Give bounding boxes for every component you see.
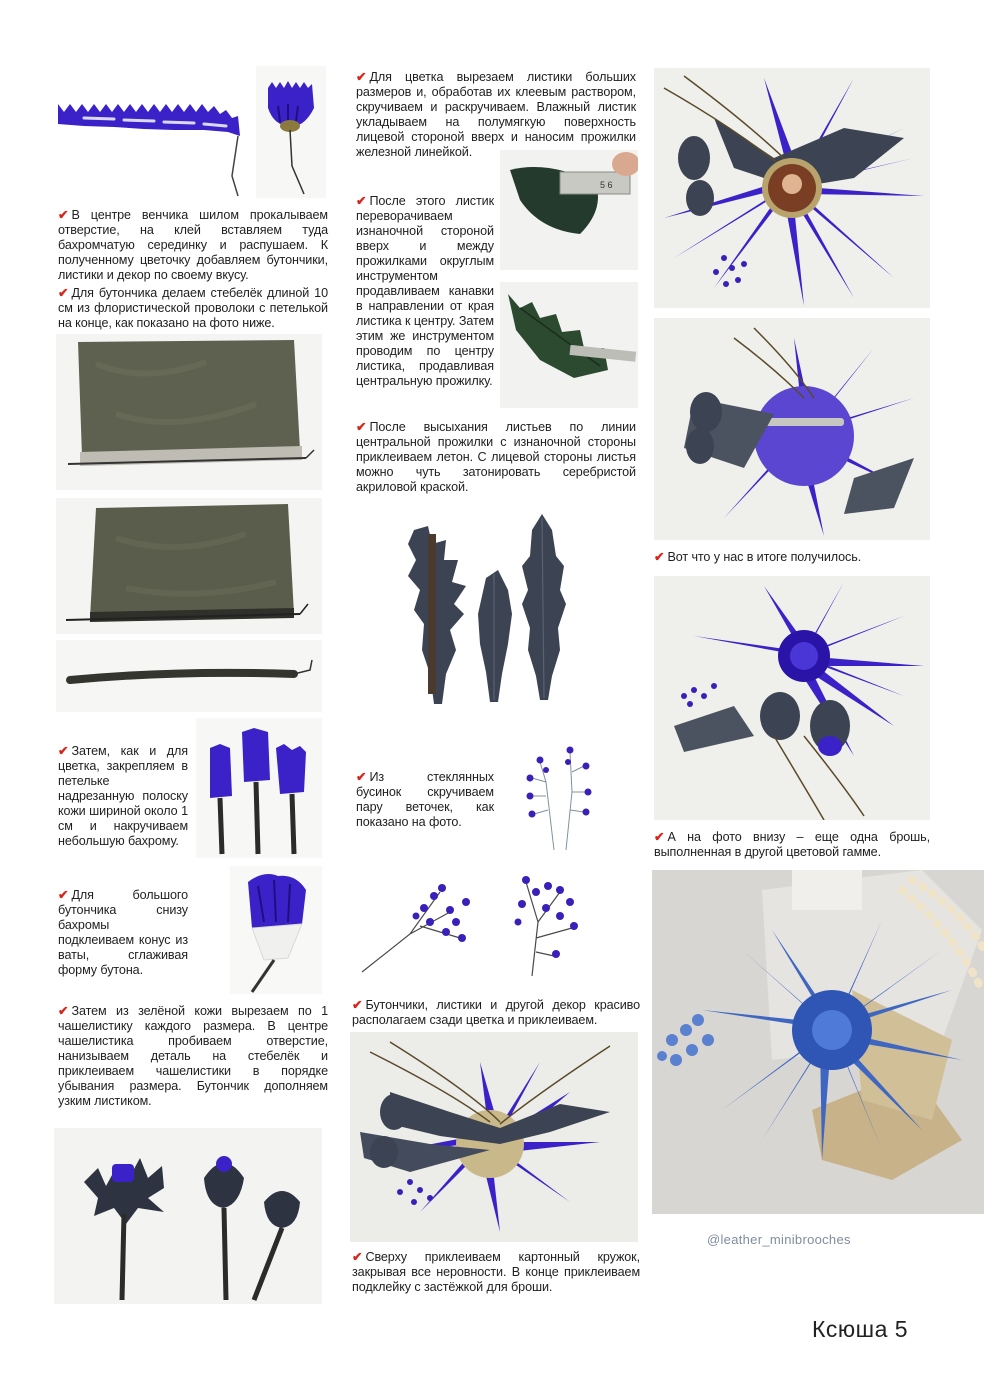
step-text-cardboard: ✔ Сверху приклеиваем картонный кружок, закрывая все неровности. В конце приклеиваем подклейку с застёжкой для броши. <box>352 1250 640 1294</box>
check-icon: ✔ <box>58 208 69 222</box>
check-icon: ✔ <box>654 550 665 564</box>
check-icon: ✔ <box>356 70 367 84</box>
photo-blue-brooch-closeup <box>654 576 930 820</box>
step-text-sepals: ✔ Затем из зелёной кожи вырезаем по 1 чашелистику каждого размера. В центре чашелистика пробиваем отверстие, нанизываем деталь на стебелёк и приклеиваем чашелистики в порядке убывания размера. Бутончик дополняем узким листиком. <box>58 1004 328 1108</box>
photo-rolled-cord <box>56 640 322 712</box>
watermark: @leather_minibrooches <box>707 1232 851 1247</box>
photo-suede-on-wire <box>56 334 322 490</box>
check-icon: ✔ <box>356 420 367 434</box>
photo-three-leaves <box>394 504 584 714</box>
step-text-another-brooch: ✔ А на фото внизу – еще одна брошь, выполненная в другой цветовой гамме. <box>654 830 930 859</box>
step-text-arrange: ✔ Бутончики, листики и другой декор красиво располагаем сзади цветка и приклеиваем. <box>352 998 640 1027</box>
step-text-leaf-dry: ✔ После высыхания листьев по линии центральной прожилки с изнаночной стороны приклеиваем летон. С лицевой стороны листья можно чуть затонировать серебристой акриловой краской. <box>356 420 636 494</box>
photo-three-buds <box>196 718 322 858</box>
check-icon: ✔ <box>352 998 363 1012</box>
step-text-result: ✔ Вот что у нас в итоге получилось. <box>654 550 862 564</box>
svg-text:5 6: 5 6 <box>600 180 613 190</box>
step-text-fringe-strip: ✔ Затем, как и для цветка, закрепляем в петельке надрезанную полоску кожи шириной около 1 см и накручиваем небольшую бахрому. <box>58 744 188 848</box>
photo-brooch-clasp <box>654 318 930 540</box>
step-text-center-hole: ✔ В центре венчика шилом прокалываем отверстие, на клей вставляем туда бахромчатую серединку и распушаем. К полученному цветочку добавляем бутончики, листики и декор по своему вкусу. <box>58 208 328 282</box>
photo-leaf-pressing <box>500 282 638 408</box>
photo-leaf-ruler <box>500 150 638 270</box>
photo-brooch-front <box>654 68 930 308</box>
photo-small-flower <box>256 66 326 198</box>
step-text-leaf-grooves: ✔ После этого листик переворачиваем изнаночной стороной вверх и между прожилками округлым инструментом продавливаем канавки в направлении от края листика к центру. Затем этим же инструментом проводим по центру листика, продавливая центральную прожилку. <box>356 194 494 388</box>
step-text-leaves-cut: ✔ Для цветка вырезаем листики больших размеров и, обработав их клеевым раствором, скручиваем и раскручиваем. Влажный листик укладываем на полумягкую поверхность лицевой стороной вверх и наносим прожилки железной линейкой. <box>356 70 636 159</box>
photo-fringe-strip <box>54 66 249 198</box>
photo-bead-sprays <box>350 852 638 982</box>
photo-bead-branches <box>506 722 638 852</box>
step-text-cotton-cone: ✔ Для большого бутончика снизу бахромы подклеиваем конус из ваты, сглаживая форму бутона. <box>58 888 188 977</box>
page-footer: Ксюша 5 <box>812 1316 909 1342</box>
check-icon: ✔ <box>352 1250 363 1264</box>
photo-alt-brooch <box>652 870 984 1214</box>
check-icon: ✔ <box>58 888 69 902</box>
check-icon: ✔ <box>654 830 665 844</box>
photo-big-bud <box>230 866 322 994</box>
photo-brooch-back <box>350 1032 638 1242</box>
photo-suede-rolled <box>56 498 322 634</box>
check-icon: ✔ <box>58 286 69 300</box>
step-text-bud-stem: ✔ Для бутончика делаем стебелёк длиной 10 см из флористической проволоки с петелькой на конце, как показано на фото ниже. <box>58 286 328 330</box>
check-icon: ✔ <box>58 744 69 758</box>
check-icon: ✔ <box>58 1004 69 1018</box>
check-icon: ✔ <box>356 770 367 784</box>
check-icon: ✔ <box>356 194 367 208</box>
photo-finished-buds <box>54 1128 322 1304</box>
step-text-beads: ✔ Из стеклянных бусинок скручиваем пару веточек, как показано на фото. <box>356 770 494 829</box>
